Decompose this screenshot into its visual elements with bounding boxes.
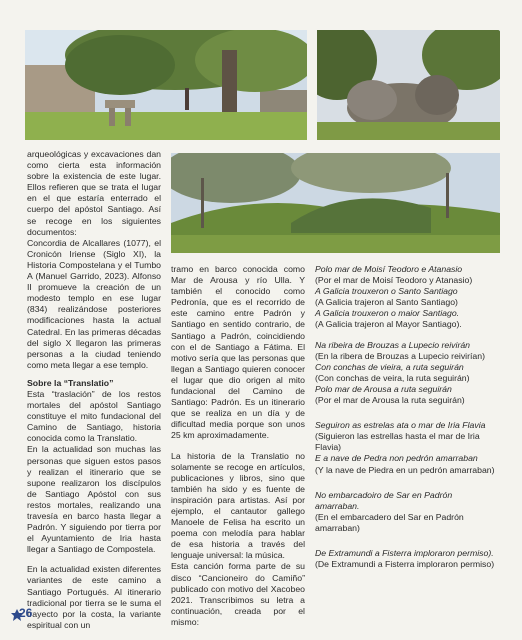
poem-line: De Extramundi a Fisterra imploraron permiso). bbox=[315, 547, 494, 558]
paragraph: Esta canción forma parte de su disco “Cancioneiro do Camiño” publicado con motivo del Xacobeo 2021. Transcribimos su letra a continuación, creada por el mismo: bbox=[171, 561, 305, 627]
paragraph: En la actualidad son muchas las personas que siguen estos pasos y realizan el itinerario que se supone realizaron los discípulos de Santiago Apóstol con sus restos mortales, realizando una travesía en barco hasta llegar a Padrón. Y siguiendo por tierra por el Ayuntamiento de Iria hasta llegar a Santiago de Compostela. bbox=[27, 444, 161, 555]
poem-line: Polo mar de Moisí Teodoro e Atanasio bbox=[315, 264, 463, 274]
poem-line: E a nave de Pedra non pedrón amarraban bbox=[315, 453, 478, 464]
paragraph: En la actualidad existen diferentes variantes de este camino a Santiago Portugués. Al itinerario tradicional por tierra se le suma el trayecto por la costa, la variante espiritual con un bbox=[27, 564, 161, 630]
paragraph: Esta “traslación” de los restos mortales del apóstol Santiago constituye el mito fundacional del Camino de Santiago, historia conocida como la Translatio. bbox=[27, 388, 161, 444]
section-heading: Sobre la “Translatio” bbox=[27, 377, 114, 388]
poem-line: (A Galicia trajeron al Mayor Santiago). bbox=[315, 319, 462, 330]
poem-line: (En el embarcadero del Sar en Padrón amarraban) bbox=[315, 511, 464, 533]
poem-line: (Por el mar de Arousa la ruta seguirán) bbox=[315, 395, 465, 406]
poem-stanza-4 bbox=[315, 490, 497, 534]
poem-column bbox=[315, 264, 497, 570]
photo-stone-bench-park bbox=[25, 30, 307, 140]
poem-line: (En la ribera de Brouzas a Lupecio reivirían) bbox=[315, 350, 485, 361]
column-1 bbox=[27, 149, 161, 631]
poem-line: A Galicia trouxeron o Santo Santiago bbox=[315, 286, 458, 297]
page-number: 26 bbox=[19, 606, 33, 620]
poem-line: No embarcadoiro de Sar en Padrón amarraban. bbox=[315, 489, 453, 511]
paragraph: tramo en barco conocida como Mar de Arousa y río Ulla. Y también el conocido como Pedronía, que es el recorrido de este camino entre Padrón y Santiago en sentido contrario, de Santiago a Padrón, coincidiendo con el de Santiago a Fátima. El motivo sería que las personas que llegan a Santiago quieren conocer el lugar que dio origen al mito fundacional del Camino de Santiago: Padrón. Es un itinerario que se realiza en un día y de dificultad media porque son unos 25 km aproximadamente. bbox=[171, 264, 305, 441]
poem-stanza-3 bbox=[315, 420, 497, 475]
paragraph: arqueológicas y excavaciones dan como cierta esta información sobre la existencia de este lugar. Ellos refieren que se trata el lugar en el que estaría enterrado el cuerpo del apóstol Santiago. Así se recoge en los siguientes documentos: bbox=[27, 149, 161, 237]
poem-line: (Siguieron las estrellas hasta el mar de Iria Flavia) bbox=[315, 431, 480, 453]
poem-line: (Con conchas de veira, la ruta seguirán) bbox=[315, 372, 470, 383]
poem-line: (A Galicia trajeron al Santo Santiago) bbox=[315, 297, 458, 308]
poem-stanza-5 bbox=[315, 548, 497, 570]
poem-line: Seguiron as estrelas ata o mar de Iria Flavia bbox=[315, 420, 486, 431]
poem-stanza-1 bbox=[315, 264, 497, 331]
poem-line: Polo mar de Arousa a ruta seguirán bbox=[315, 383, 452, 394]
poem-line: Con conchas de vieira, a ruta seguirán bbox=[315, 361, 464, 372]
paragraph: Concordia de Alcallares (1077), el Cronicón Iriense (Siglo XI), la Historia Compostelana y el Tumbo A (Manuel Garrido, 2023). Alfonso II promueve la creación de un modesto templo en ese lugar (834) realizándose posteriores modificaciones hasta la actual Catedral. En las primeras décadas del siglo X llegaron las primeras personas a la ciudad teniendo como meta llegar a ese templo. bbox=[27, 237, 161, 370]
poem-line: (De Extramundi a Fisterra imploraron permiso) bbox=[315, 559, 495, 570]
column-2 bbox=[171, 264, 305, 628]
page-number-badge bbox=[10, 603, 40, 625]
poem-line: (Y la nave de Piedra en un pedrón amarraban) bbox=[315, 464, 495, 475]
poem-stanza-2 bbox=[315, 340, 497, 407]
photo-green-mound-trees bbox=[171, 153, 500, 253]
photo-rock-outcrop bbox=[317, 30, 500, 140]
poem-line: (Por el mar de Moisí Teodoro y Atanasio) bbox=[315, 275, 473, 286]
paragraph: La historia de la Translatio no solamente se recoge en artículos, publicaciones y libros, sino que también ha sido y es fuente de inspiración para artistas. Así por ejemplo, el cantautor gallego Manoele de Felisa ha escrito un poema con melodía para hablar de esa historia a través del lenguaje universal: la música. bbox=[171, 450, 305, 561]
poem-line: A Galicia trouxeron o maior Santiago. bbox=[315, 308, 460, 319]
poem-line: Na ribeira de Brouzas a Lupecio reivirán bbox=[315, 339, 471, 350]
